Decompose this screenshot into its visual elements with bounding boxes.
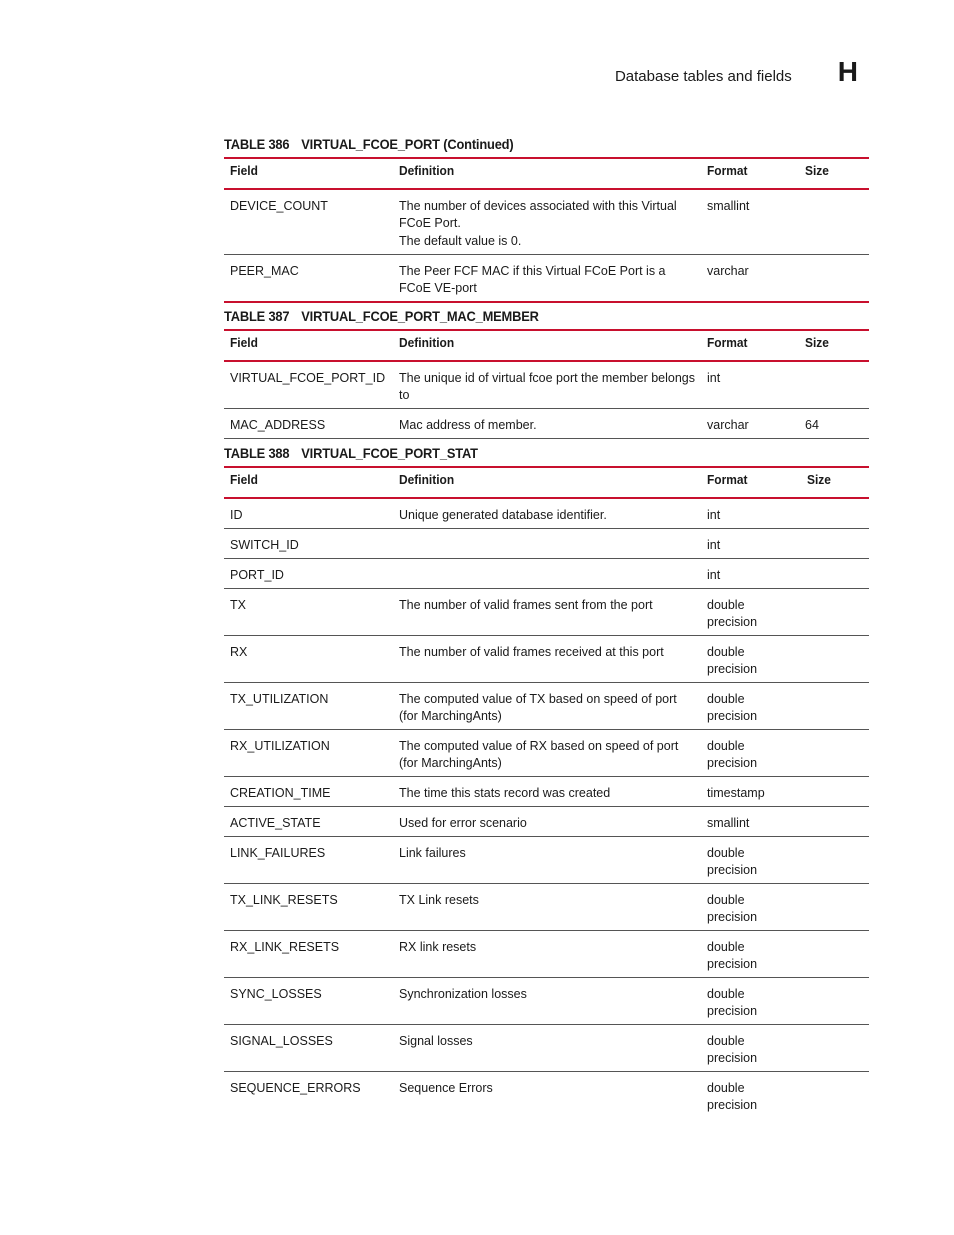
field-cell: SEQUENCE_ERRORS <box>230 1081 361 1095</box>
table-row <box>224 361 869 409</box>
table-row <box>224 1025 869 1072</box>
definition-cell <box>393 683 701 730</box>
table-row <box>224 636 869 683</box>
field-cell: TX_UTILIZATION <box>224 683 393 730</box>
table-row <box>224 1072 869 1119</box>
table-row <box>224 189 869 255</box>
definition-text: The computed value of RX based on speed of port (for MarchingAnts) <box>399 739 679 770</box>
table-row <box>224 498 869 529</box>
table-caption <box>224 446 817 460</box>
table-388-block <box>224 446 869 1118</box>
table-title: VIRTUAL_FCOE_PORT_STAT <box>301 445 478 461</box>
format-cell: smallint <box>701 189 799 255</box>
field-cell: DEVICE_COUNT <box>224 189 393 255</box>
field-cell: MAC_ADDRESS <box>230 418 326 432</box>
table-row <box>224 529 869 559</box>
table-label: TABLE 386 <box>224 136 290 152</box>
format-cell: double precision <box>707 1081 758 1112</box>
table-title: VIRTUAL_FCOE_PORT_MAC_MEMBER <box>301 308 539 324</box>
size-cell <box>801 884 869 931</box>
field-cell: SWITCH_ID <box>224 529 393 559</box>
column-header-size: Size <box>799 158 869 189</box>
format-cell: double precision <box>701 978 801 1025</box>
definition-cell <box>393 589 701 636</box>
definition-cell <box>393 884 701 931</box>
format-cell: varchar <box>707 264 749 278</box>
field-cell: PEER_MAC <box>230 264 299 278</box>
table-header-row <box>224 467 869 498</box>
column-header-field: Field <box>224 467 393 498</box>
size-cell <box>801 529 869 559</box>
format-cell: timestamp <box>701 777 801 807</box>
field-cell: VIRTUAL_FCOE_PORT_ID <box>224 361 393 409</box>
format-cell: int <box>701 529 801 559</box>
definition-cell <box>393 931 701 978</box>
format-cell: double precision <box>701 884 801 931</box>
column-header-definition: Definition <box>393 467 701 498</box>
definition-text: The unique id of virtual fcoe port the member belongs to <box>399 371 696 402</box>
definition-text: TX Link resets <box>399 893 479 907</box>
table-386-block <box>224 137 869 303</box>
column-header-format: Format <box>701 158 799 189</box>
table-row <box>224 409 869 439</box>
size-cell <box>801 978 869 1025</box>
field-cell: RX_UTILIZATION <box>224 730 393 777</box>
table-387-block <box>224 309 869 439</box>
table-row <box>224 978 869 1025</box>
definition-text: Sequence Errors <box>399 1081 493 1095</box>
format-cell: varchar <box>707 418 749 432</box>
definition-text: The number of devices associated with this Virtual FCoE Port. <box>399 199 677 230</box>
definition-cell <box>393 559 701 589</box>
definition-text: Synchronization losses <box>399 987 527 1001</box>
definition-text: The time this stats record was created <box>399 786 611 800</box>
size-cell <box>801 730 869 777</box>
definition-text: The computed value of TX based on speed of port (for MarchingAnts) <box>399 692 677 723</box>
column-header-format: Format <box>701 467 801 498</box>
data-table <box>224 466 869 1118</box>
definition-cell <box>393 730 701 777</box>
size-cell <box>801 683 869 730</box>
definition-cell <box>393 361 701 409</box>
column-header-definition: Definition <box>393 158 701 189</box>
definition-cell <box>393 1072 701 1119</box>
column-header-format: Format <box>701 330 799 361</box>
table-caption <box>224 137 817 151</box>
definition-text: RX link resets <box>399 940 477 954</box>
definition-text: The Peer FCF MAC if this Virtual FCoE Port is a FCoE VE-port <box>399 264 666 295</box>
definition-cell <box>393 409 701 439</box>
table-row <box>224 683 869 730</box>
section-title: Database tables and fields <box>614 68 792 85</box>
format-cell: double precision <box>701 589 801 636</box>
size-cell <box>799 361 869 409</box>
definition-cell <box>393 1025 701 1072</box>
definition-text: Mac address of member. <box>399 418 537 432</box>
field-cell: RX <box>224 636 393 683</box>
chapter-letter: H <box>837 56 858 87</box>
table-title: VIRTUAL_FCOE_PORT (Continued) <box>301 136 514 152</box>
field-cell: PORT_ID <box>224 559 393 589</box>
table-row <box>224 589 869 636</box>
size-cell <box>801 807 869 837</box>
table-row <box>224 255 869 303</box>
table-label: TABLE 387 <box>224 308 290 324</box>
size-cell <box>801 1025 869 1072</box>
field-cell: CREATION_TIME <box>224 777 393 807</box>
definition-text: The number of valid frames received at this port <box>399 645 664 659</box>
size-cell <box>801 589 869 636</box>
table-label: TABLE 388 <box>224 445 290 461</box>
column-header-size: Size <box>801 467 869 498</box>
format-cell: double precision <box>701 931 801 978</box>
field-cell: SYNC_LOSSES <box>224 978 393 1025</box>
size-cell: 64 <box>805 418 819 432</box>
definition-text: Signal losses <box>399 1034 473 1048</box>
format-cell: double precision <box>701 1025 801 1072</box>
size-cell <box>801 498 869 529</box>
table-row <box>224 777 869 807</box>
table-row <box>224 837 869 884</box>
definition-cell <box>393 777 701 807</box>
format-cell: double precision <box>701 636 801 683</box>
table-row <box>224 884 869 931</box>
definition-text: Link failures <box>399 846 466 860</box>
table-row <box>224 931 869 978</box>
definition-cell <box>393 498 701 529</box>
format-cell: smallint <box>701 807 801 837</box>
size-cell <box>801 559 869 589</box>
data-table <box>224 329 869 439</box>
table-row <box>224 730 869 777</box>
definition-cell <box>393 837 701 884</box>
definition-cell <box>393 636 701 683</box>
format-cell: double precision <box>701 837 801 884</box>
definition-text: The number of valid frames sent from the port <box>399 598 653 612</box>
field-cell: LINK_FAILURES <box>224 837 393 884</box>
size-cell <box>801 837 869 884</box>
column-header-size: Size <box>799 330 869 361</box>
format-cell: int <box>701 361 799 409</box>
size-cell <box>799 255 869 303</box>
format-cell: int <box>701 498 801 529</box>
table-caption <box>224 309 817 323</box>
definition-cell <box>393 978 701 1025</box>
field-cell: TX_LINK_RESETS <box>224 884 393 931</box>
table-header-row <box>224 330 869 361</box>
size-cell <box>801 636 869 683</box>
column-header-field: Field <box>224 330 393 361</box>
column-header-definition: Definition <box>393 330 701 361</box>
definition-text: Unique generated database identifier. <box>399 508 607 522</box>
table-row <box>224 807 869 837</box>
format-cell: double precision <box>701 683 801 730</box>
data-table <box>224 157 869 303</box>
field-cell: ACTIVE_STATE <box>224 807 393 837</box>
definition-text: Used for error scenario <box>399 816 527 830</box>
format-cell: double precision <box>701 730 801 777</box>
size-cell <box>801 931 869 978</box>
definition-note: The default value is 0. <box>399 234 522 248</box>
size-cell <box>801 1072 869 1119</box>
definition-cell <box>393 807 701 837</box>
definition-cell <box>393 529 701 559</box>
field-cell: TX <box>224 589 393 636</box>
field-cell: RX_LINK_RESETS <box>224 931 393 978</box>
format-cell: int <box>701 559 801 589</box>
size-cell <box>801 777 869 807</box>
definition-cell <box>393 255 701 303</box>
table-header-row <box>224 158 869 189</box>
field-cell: SIGNAL_LOSSES <box>224 1025 393 1072</box>
column-header-field: Field <box>224 158 393 189</box>
size-cell <box>799 189 869 255</box>
field-cell: ID <box>224 498 393 529</box>
page-header <box>615 56 858 88</box>
definition-cell <box>393 189 701 255</box>
table-row <box>224 559 869 589</box>
